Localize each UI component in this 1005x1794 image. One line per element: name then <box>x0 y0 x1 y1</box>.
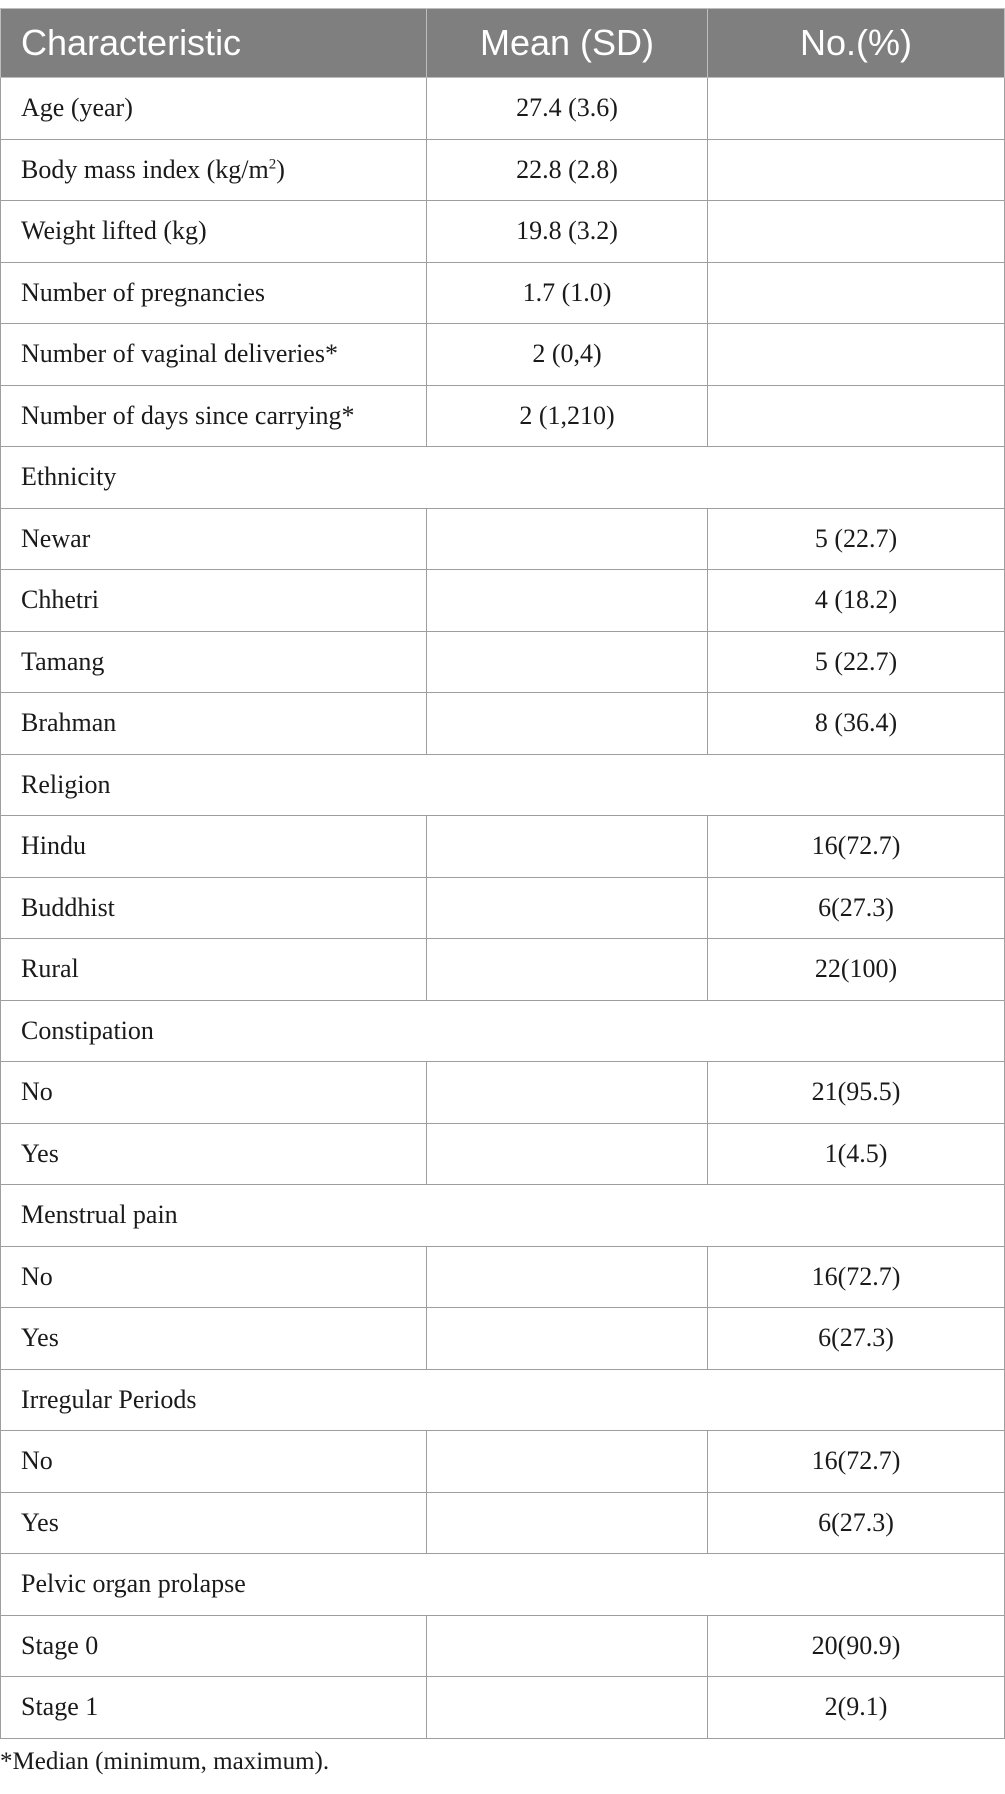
group-label: Menstrual pain <box>1 1185 1005 1247</box>
mean-sd-cell: 2 (0,4) <box>427 324 708 386</box>
mean-sd-cell <box>427 1431 708 1493</box>
row-label <box>1 139 427 201</box>
mean-sd-cell <box>427 816 708 878</box>
group-label: Ethnicity <box>1 447 1005 509</box>
table-row <box>1 324 1005 386</box>
row-label: No <box>1 1246 427 1308</box>
row-label: Number of vaginal deliveries* <box>1 324 427 386</box>
mean-sd-cell <box>427 508 708 570</box>
count-percent-cell: 6(27.3) <box>708 877 1005 939</box>
row-label: Newar <box>1 508 427 570</box>
count-percent-cell: 20(90.9) <box>708 1615 1005 1677</box>
table-row <box>1 1677 1005 1739</box>
mean-sd-cell <box>427 1677 708 1739</box>
mean-sd-cell: 22.8 (2.8) <box>427 139 708 201</box>
table-row <box>1 139 1005 201</box>
group-label: Pelvic organ prolapse <box>1 1554 1005 1616</box>
row-label: Hindu <box>1 816 427 878</box>
count-percent-cell: 6(27.3) <box>708 1492 1005 1554</box>
count-percent-cell <box>708 262 1005 324</box>
header-no-percent: No.(%) <box>708 9 1005 78</box>
characteristics-table-container <box>0 8 1004 1739</box>
group-header-row <box>1 1369 1005 1431</box>
group-label: Constipation <box>1 1000 1005 1062</box>
table-row <box>1 570 1005 632</box>
mean-sd-cell <box>427 877 708 939</box>
group-label: Religion <box>1 754 1005 816</box>
table-row <box>1 1615 1005 1677</box>
count-percent-cell: 5 (22.7) <box>708 631 1005 693</box>
row-label: No <box>1 1062 427 1124</box>
row-label: Rural <box>1 939 427 1001</box>
count-percent-cell: 5 (22.7) <box>708 508 1005 570</box>
table-row <box>1 385 1005 447</box>
mean-sd-cell: 27.4 (3.6) <box>427 78 708 140</box>
group-label: Irregular Periods <box>1 1369 1005 1431</box>
count-percent-cell: 21(95.5) <box>708 1062 1005 1124</box>
mean-sd-cell <box>427 693 708 755</box>
row-label: Number of pregnancies <box>1 262 427 324</box>
count-percent-cell <box>708 385 1005 447</box>
row-label: Yes <box>1 1492 427 1554</box>
mean-sd-cell <box>427 570 708 632</box>
mean-sd-cell <box>427 1308 708 1370</box>
table-row <box>1 1492 1005 1554</box>
row-label: Chhetri <box>1 570 427 632</box>
mean-sd-cell <box>427 631 708 693</box>
group-header-row <box>1 1000 1005 1062</box>
row-label-suffix: ) <box>276 154 285 184</box>
table-row <box>1 508 1005 570</box>
table-row <box>1 877 1005 939</box>
row-label: Stage 0 <box>1 1615 427 1677</box>
count-percent-cell: 6(27.3) <box>708 1308 1005 1370</box>
group-header-row <box>1 1554 1005 1616</box>
row-label-superscript: 2 <box>268 156 277 173</box>
group-header-row <box>1 754 1005 816</box>
mean-sd-cell: 2 (1,210) <box>427 385 708 447</box>
header-characteristic: Characteristic <box>1 9 427 78</box>
row-label: Stage 1 <box>1 1677 427 1739</box>
count-percent-cell: 16(72.7) <box>708 1246 1005 1308</box>
table-row <box>1 816 1005 878</box>
mean-sd-cell <box>427 1492 708 1554</box>
mean-sd-cell: 1.7 (1.0) <box>427 262 708 324</box>
row-label: Age (year) <box>1 78 427 140</box>
mean-sd-cell <box>427 1246 708 1308</box>
table-row <box>1 78 1005 140</box>
table-footnote: *Median (minimum, maximum). <box>0 1748 330 1775</box>
table-row <box>1 1308 1005 1370</box>
row-label: Yes <box>1 1123 427 1185</box>
table-row <box>1 939 1005 1001</box>
mean-sd-cell <box>427 939 708 1001</box>
table-body <box>1 78 1005 1739</box>
table-row <box>1 1123 1005 1185</box>
row-label: Brahman <box>1 693 427 755</box>
count-percent-cell <box>708 324 1005 386</box>
row-label: No <box>1 1431 427 1493</box>
mean-sd-cell <box>427 1123 708 1185</box>
characteristics-table <box>0 8 1005 1739</box>
table-row <box>1 631 1005 693</box>
count-percent-cell: 22(100) <box>708 939 1005 1001</box>
row-label: Buddhist <box>1 877 427 939</box>
mean-sd-cell <box>427 1615 708 1677</box>
row-label-text: Body mass index (kg/m <box>21 154 269 184</box>
count-percent-cell <box>708 139 1005 201</box>
group-header-row <box>1 447 1005 509</box>
row-label: Number of days since carrying* <box>1 385 427 447</box>
count-percent-cell <box>708 78 1005 140</box>
count-percent-cell <box>708 201 1005 263</box>
count-percent-cell: 16(72.7) <box>708 816 1005 878</box>
count-percent-cell: 2(9.1) <box>708 1677 1005 1739</box>
row-label: Tamang <box>1 631 427 693</box>
mean-sd-cell <box>427 1062 708 1124</box>
table-row <box>1 1431 1005 1493</box>
group-header-row <box>1 1185 1005 1247</box>
table-row <box>1 1062 1005 1124</box>
count-percent-cell: 1(4.5) <box>708 1123 1005 1185</box>
mean-sd-cell: 19.8 (3.2) <box>427 201 708 263</box>
header-mean-sd: Mean (SD) <box>427 9 708 78</box>
count-percent-cell: 16(72.7) <box>708 1431 1005 1493</box>
table-row <box>1 1246 1005 1308</box>
count-percent-cell: 4 (18.2) <box>708 570 1005 632</box>
header-row <box>1 9 1005 78</box>
row-label: Weight lifted (kg) <box>1 201 427 263</box>
table-row <box>1 693 1005 755</box>
table-header <box>1 9 1005 78</box>
row-label: Yes <box>1 1308 427 1370</box>
count-percent-cell: 8 (36.4) <box>708 693 1005 755</box>
table-row <box>1 201 1005 263</box>
table-row <box>1 262 1005 324</box>
